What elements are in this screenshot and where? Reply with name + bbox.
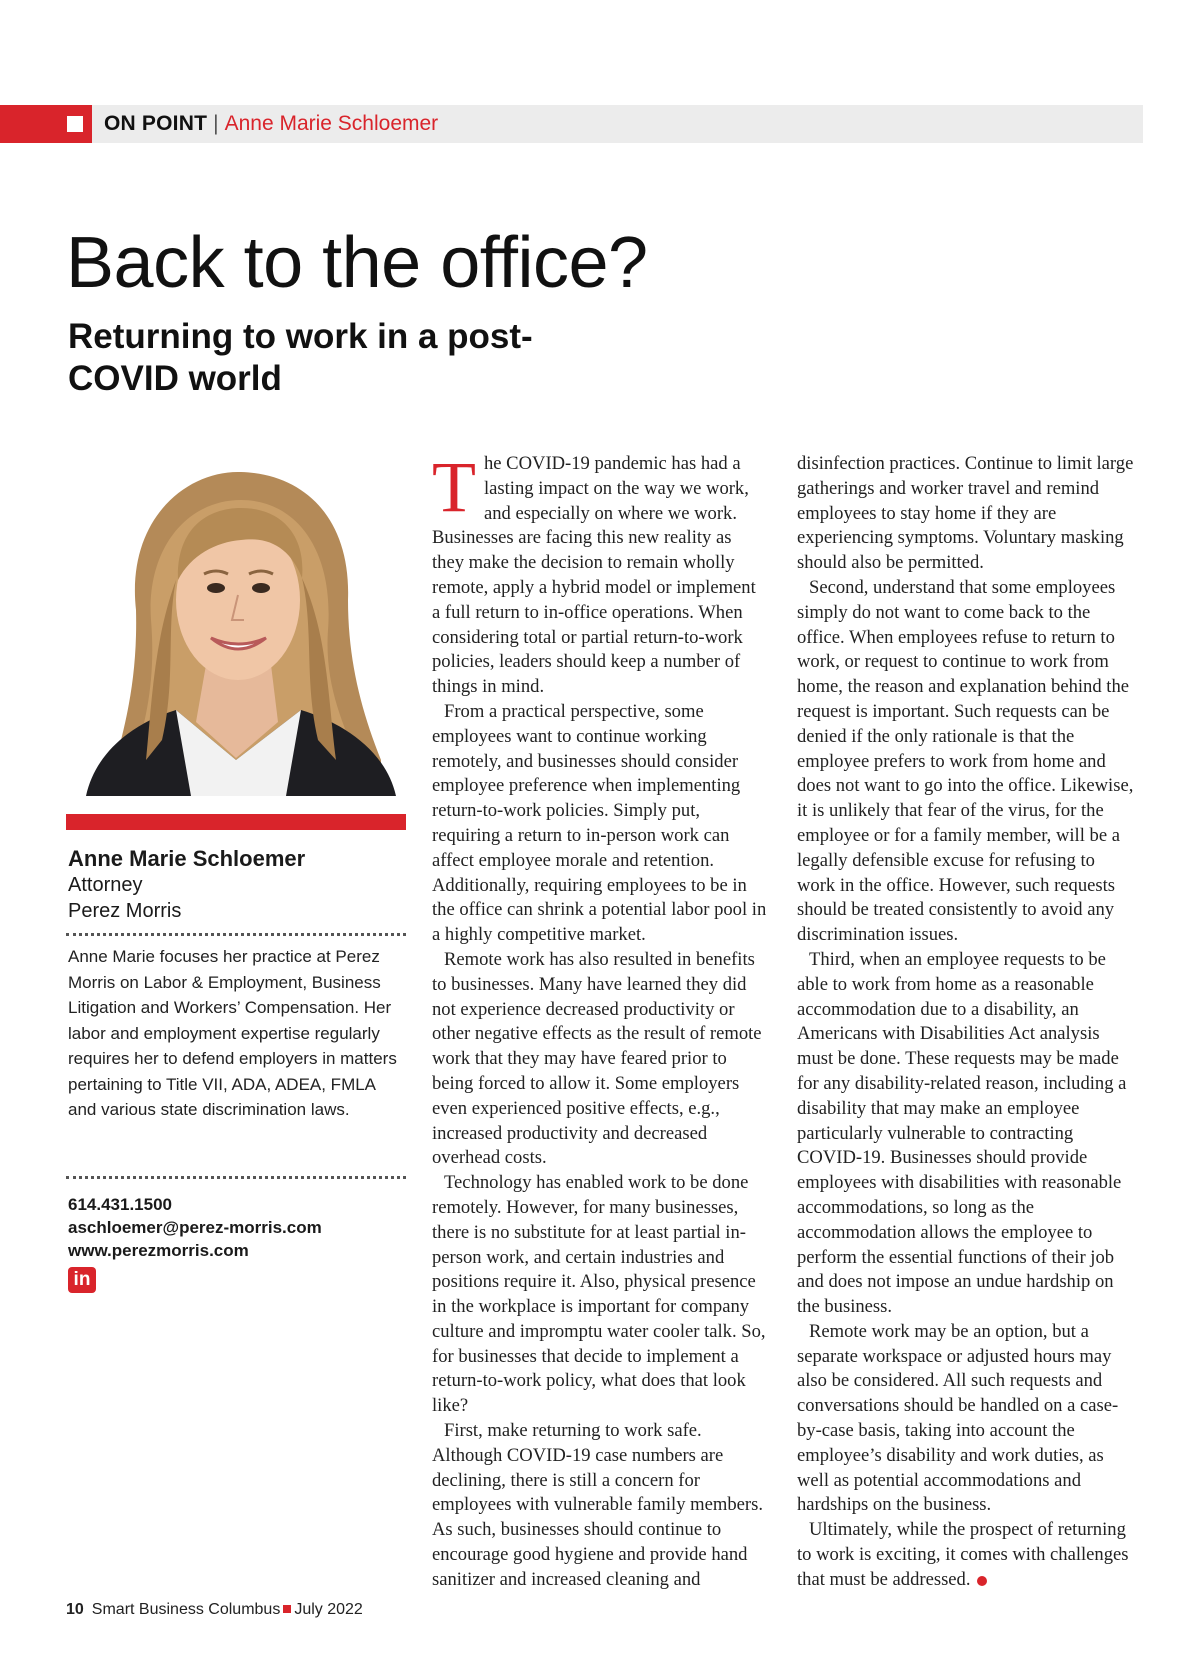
footer-square-icon [283, 1605, 291, 1613]
end-mark-icon [977, 1576, 987, 1586]
article-column-2 [797, 452, 1137, 1593]
author-email-link[interactable]: aschloemer@perez-morris.com [68, 1218, 322, 1237]
author-name: Anne Marie Schloemer [68, 846, 306, 871]
dotted-divider [66, 933, 406, 936]
header-accent-block [0, 105, 92, 143]
article-subtitle: Returning to work in a post-COVID world [68, 317, 533, 398]
drop-cap: T [432, 447, 476, 527]
publication-name: Smart Business Columbus [91, 1601, 281, 1618]
page-footer [66, 1600, 363, 1620]
section-header-bar [0, 105, 1143, 143]
section-label: ON POINT [104, 112, 208, 135]
article-paragraph: Remote work has also resulted in benefits to businesses. Many have learned they did not experience decreased productivity or other negative effects as the result of remote work that they may have feared prior to being forced to allow it. Some employers even experienced positive effects, e.g., increased productivity and decreased overhead costs. [432, 948, 762, 1169]
linkedin-icon[interactable]: in [68, 1267, 96, 1293]
article-paragraph: The COVID-19 pandemic has had a lasting impact on the way we work, and especially on where we work. Businesses are facing this new reality as they make the decision to remain wholly remote, apply a hybrid model or implement a full return to in-office operations. When considering total or partial return-to-work policies, leaders should keep a number of things in mind. [432, 447, 756, 698]
author-firm: Perez Morris [68, 900, 182, 922]
author-portrait [66, 460, 406, 796]
article-title: Back to the office? [66, 223, 648, 303]
article-column-1 [432, 447, 768, 1593]
article-paragraph: Third, when an employee requests to be able to work from home as a reasonable accommodation due to a disability, an Americans with Disabilities Act analysis must be done. These requests may be made for any disability-related reason, including a disability that may make an employee particularly vulnerable to contracting COVID-19. Businesses should provide employees with disabilities with reasonable accommodations, so long as the accommodation allows the employee to perform the essential functions of their job and does not impose an undue hardship on the business. [797, 948, 1127, 1318]
article-paragraph: Remote work may be an option, but a separate workspace or adjusted hours may also be considered. All such requests and conversations should be handled on a case-by-case basis, taking into account the employee’s disability and work duties, as well as potential accommodations and hardships on the business. [797, 1320, 1119, 1516]
author-website-link[interactable]: www.perezmorris.com [68, 1241, 249, 1260]
header-square-icon [67, 116, 83, 132]
article-paragraph: First, make returning to work safe. Although COVID-19 case numbers are declining, there is still a concern for employees with vulnerable family members. As such, businesses should continue to encourage good hygiene and provide hand sanitizer and increased cleaning and [432, 1420, 763, 1590]
author-phone[interactable]: 614.431.1500 [68, 1195, 172, 1214]
article-paragraph: Technology has enabled work to be done remotely. However, for many businesses, there is no substitute for at least partial in-person work, and certain industries and positions require it. Also, physical presence in the workplace is important for company culture and impromptu water cooler talk. So, for businesses that decide to implement a return-to-work policy, what does that look like? [432, 1172, 766, 1417]
header-author-name: Anne Marie Schloemer [224, 112, 439, 135]
article-paragraph: Ultimately, while the prospect of returning to work is exciting, it comes with challenges that must be addressed. [797, 1519, 1129, 1590]
author-title: Attorney [68, 874, 143, 896]
dotted-divider [66, 1176, 406, 1179]
article-paragraph: disinfection practices. Continue to limit large gatherings and worker travel and remind employees to stay home if they are experiencing symptoms. Voluntary masking should also be permitted. [797, 453, 1134, 574]
section-header [104, 113, 438, 135]
article-paragraph: Second, understand that some employees simply do not want to come back to the office. When employees refuse to return to work, or request to continue to work from home, the reason and explanation behind the request is important. Such requests can be denied if the only rationale is that the employee prefers to work from home and does not want to go into the office. Likewise, it is unlikely that fear of the virus, for the employee or for a family member, will be a legally defensible excuse for refusing to work in the office. However, such requests should be treated consistently to avoid any discrimination issues. [797, 576, 1134, 946]
author-bio: Anne Marie focuses her practice at Perez Morris on Labor & Employment, Business Litigation and Workers’ Compensation. Her labor and employment expertise regularly requires her to defend employers in matters pertaining to Title VII, ADA, ADEA, FMLA and various state discrimination laws. [68, 947, 397, 1119]
issue-date: July 2022 [294, 1601, 363, 1618]
header-separator: | [213, 112, 219, 135]
article-paragraph: From a practical perspective, some employees want to continue working remotely, and businesses should consider employee preference when implementing return-to-work policies. Simply put, requiring a return to in-person work can affect employee morale and retention. Additionally, requiring employees to be in the office can shrink a potential labor pool in a highly competitive market. [432, 700, 767, 946]
sidebar-red-rule [66, 814, 406, 830]
page-number: 10 [66, 1601, 84, 1618]
